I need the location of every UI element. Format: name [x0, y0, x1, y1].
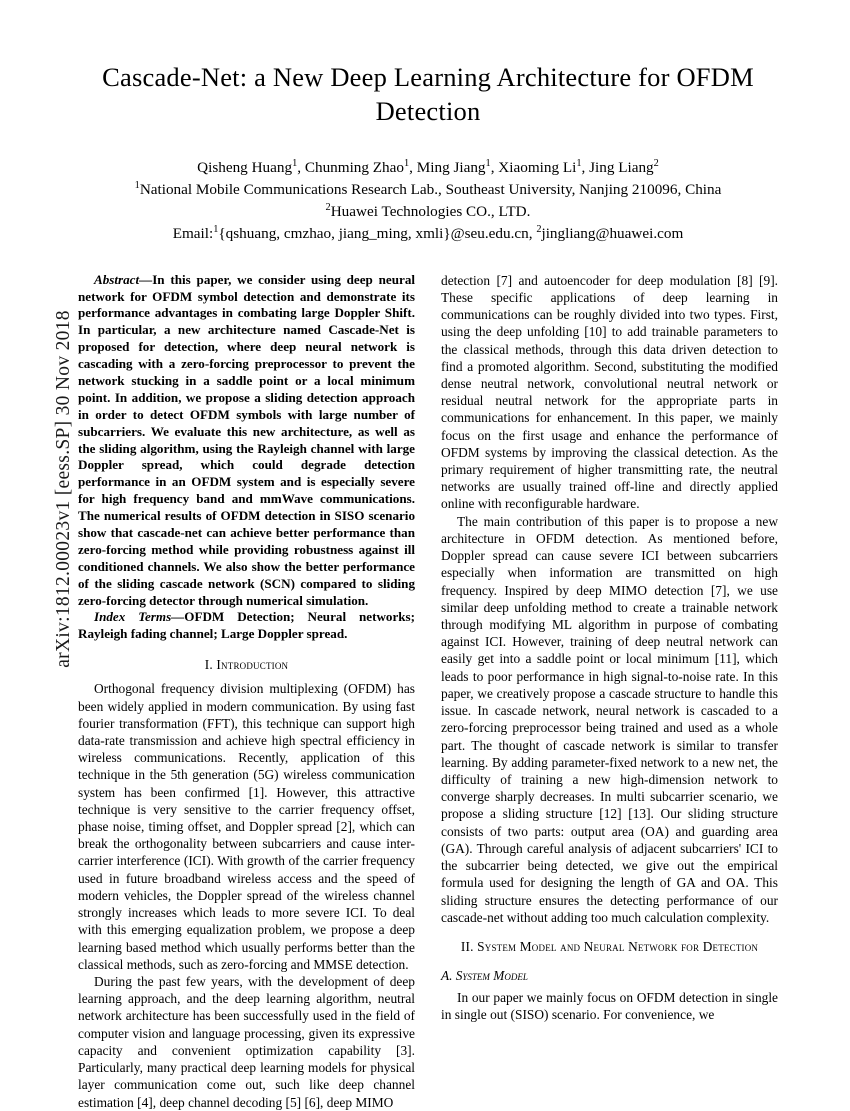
author-block: [78, 157, 778, 246]
abstract-paragraph: [78, 272, 415, 610]
right-paragraph-2: The main contribution of this paper is to propose a new architecture in OFDM detection. As mentioned before, Doppler spread can cause severe ICI between subcarriers especially when information are transmitted on high frequency. Inspired by deep MIMO detection [7], we use similar deep unfolding method to create a trainable network through modifying ML algorithm in purpose of combating against ICI. However, training of deep neutral network can easily get into a saddle point or local minimum [11], which leads to poor performance in high signal-to-noise rate. In this paper, we creatively propose a cascade structure to handle this issue. In cascade network, neural network is cascaded to a zero-forcing preprocessor being trained and used as a whole part. The thought of cascade network is similar to transfer learning. By adding parameter-fixed network to a new net, the difficulty of training a new high-dimension network to converge sharply decreases. In multi subcarrier scenario, we propose a sliding structure [12] [13]. Our sliding structure consists of two parts: output area (OA) and guarding area (GA). Through careful analysis of adjacent subcarriers' ICI to the subcarrier being detected, we give out the empirical formula used for designing the length of GA and OA. This sliding structure ensures the detecting performance of our cascade-net without adding too much calculation complexity.: [441, 513, 778, 925]
author-names: Qisheng Huang$^1$, Chunming Zhao$^1$, Ming Jiang$^1$, Xiaoming Li$^1$, Jing Liang$^2$: [197, 157, 659, 176]
index-terms: [78, 609, 415, 643]
paper-content: [78, 60, 778, 1111]
left-column: [78, 272, 415, 1111]
affiliation-1: $^1$National Mobile Communications Research Lab., Southeast University, Nanjing 210096, China: [134, 180, 722, 199]
intro-paragraph-2: During the past few years, with the development of deep learning approach, and the deep learning algorithm, neutral network architecture has been successfully used in the field of computer vision and language processing, given its expressive capacity and convenient optimization capability [3]. Particularly, many practical deep learning models for physical layer communication come out, such like deep channel estimation [4], deep channel decoding [5] [6], deep MIMO: [78, 974, 415, 1110]
intro-paragraph-1: Orthogonal frequency division multiplexing (OFDM) has been widely applied in modern communication. By using fast fourier transformation (FFT), this technique can support high data-rate transmission and achieve high spectral efficiency in wireless communications. Recently, application of this technique in the 5th generation (5G) wireless communication system has been confirmed [1]. However, this attractive technique is very sensitive to the carrier frequency offset, phase noise, timing offset, and Doppler spread [2], which can break the orthogonality between subcarriers and cause inter-carrier interference (ICI). With growth of the carrier frequency used in future broadband wireless access and the speed of modern vehicles, the Doppler spread of the wireless channel strongly increases which leads to more severe ICI. To deal with this emerging equalization problem, we propose a deep learning based method which usually performs better than the classical methods, such as zero-forcing and MMSE detection.: [78, 681, 415, 972]
abstract-body: In this paper, we consider using deep neural network for OFDM symbol detection and demonstrate its performance advantages in combating large Doppler Shift. In particular, a new architecture named Cascade-Net is proposed for detection, where deep neural network is cascading with a zero-forcing preprocessor to prevent the network stucking in a saddle point or a local minimum point. In addition, we propose a sliding detection approach in order to detect OFDM symbols with large number of subcarriers. We evaluate this new architecture, as well as the sliding algorithm, using the Rayleigh channel with large Doppler spread, which could degrade detection performance in an OFDM system and is especially severe for high frequency band and mmWave communications. The numerical results of OFDM detection in SISO scenario show that cascade-net can achieve better performance than zero-forcing method while providing robustness against ill conditioned channels. We also show the better performance of the sliding cascade network (SCN) compared to sliding zero-forcing detector through numerical simulation.: [78, 271, 415, 608]
right-paragraph-3: In our paper we mainly focus on OFDM detection in single in single out (SISO) scenario. For convenience, we: [441, 989, 778, 1022]
arxiv-stamp: arXiv:1812.00023v1 [eess.SP] 30 Nov 2018: [53, 310, 74, 668]
abstract-lead: Abstract—: [94, 271, 153, 287]
right-paragraph-1: detection [7] and autoencoder for deep modulation [8] [9]. These specific applications of deep learning in communications can be roughly divided into two types. First, using the deep unfolding [10] to add trainable parameters to the classical methods, through this data driven detection to find a promoted algorithm. Second, substituting the modified dense neutral network, convolutional neutral network or residual neutral network for the appropriate parts in communications for enhancement. In this paper, we mainly focus on the first usage and enhance the performance of OFDM systems by improving the classical detection. As the primary requirement of higher transmitting rate, the neutral networks are usually trained off-line and directly applied online with reconfigurable hardware.: [441, 272, 778, 512]
author-email: Email:$^1${qshuang, cmzhao, jiang_ming, xmli}@seu.edu.cn, $^2$jingliang@huawei.com: [172, 224, 684, 243]
two-column-body: [78, 272, 778, 1111]
section-heading-introduction: I. Introduction: [204, 657, 289, 673]
subsection-heading-system-model: A. System Model: [441, 967, 528, 983]
page-title: Cascade-Net: a New Deep Learning Architecture for OFDM Detection: [102, 62, 754, 127]
section-heading-system-model: II. System Model and Neural Network for Detection: [460, 938, 759, 954]
index-terms-lead: Index Terms—: [94, 609, 185, 625]
index-terms-body: OFDM Detection; Neural networks; Rayleigh fading channel; Large Doppler spread.: [78, 609, 416, 642]
affiliation-2: $^2$Huawei Technologies CO., LTD.: [325, 202, 531, 221]
right-column: [441, 272, 778, 1111]
